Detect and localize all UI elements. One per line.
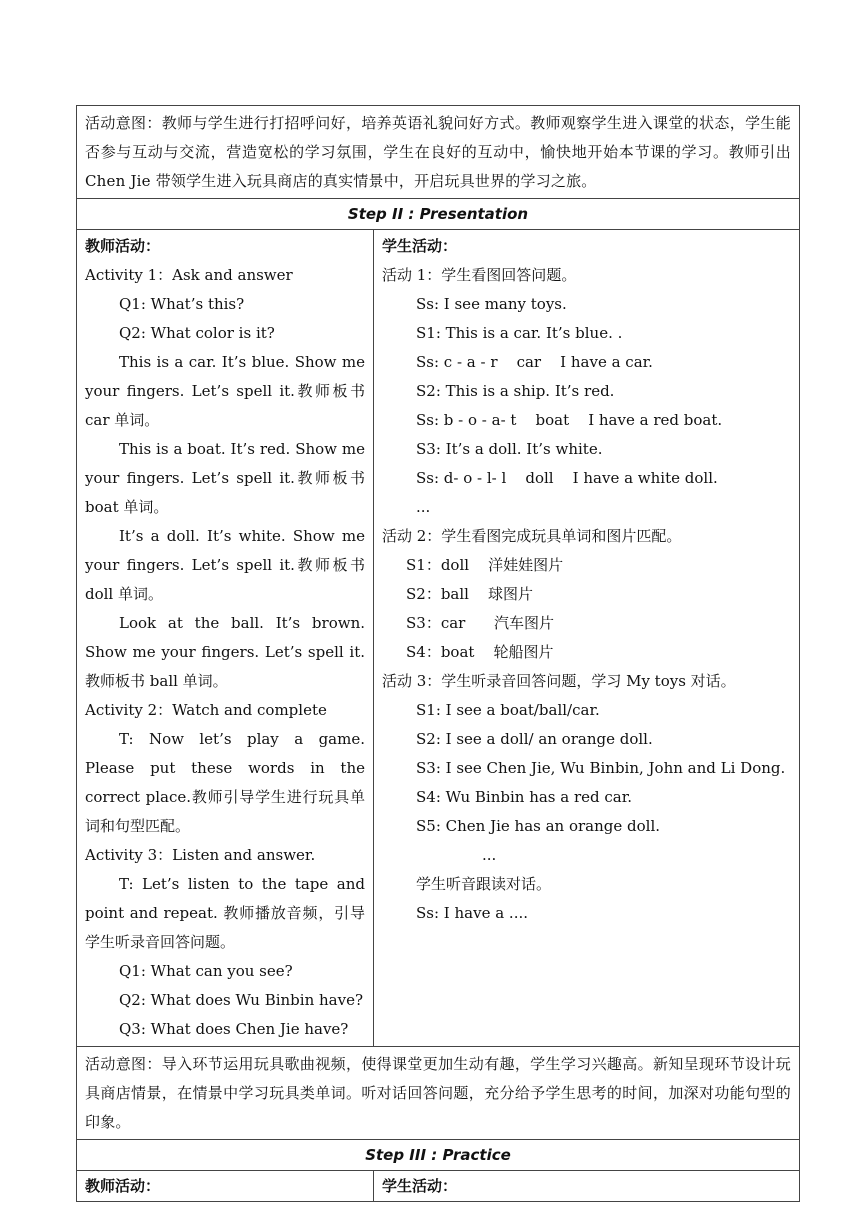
student-line: S1: This is a car. It’s blue. . [416, 324, 623, 342]
intent-row-2 [77, 1047, 800, 1140]
teacher-line: Activity 1：Ask and answer [85, 266, 293, 284]
teacher-line: It’s a doll. It’s white. Show me your fingers. Let’s spell it.教师板书 doll 单词。 [85, 527, 365, 603]
teacher-heading-2: 教师活动： [77, 1171, 374, 1202]
teacher-line: Q1: What can you see? [119, 962, 293, 980]
step2-title: Step II : Presentation [77, 199, 800, 230]
student-line: Ss: I see many toys. [416, 295, 567, 313]
student-line: ... [416, 498, 431, 516]
teacher-line: Q2: What color is it? [119, 324, 275, 342]
lesson-plan-table [76, 105, 800, 1202]
student-line: 活动 2：学生看图完成玩具单词和图片匹配。 [382, 527, 682, 545]
student-line: S2: This is a ship. It’s red. [416, 382, 615, 400]
student-line: S2：ball 球图片 [406, 585, 534, 603]
student-line: S4: Wu Binbin has a red car. [416, 788, 633, 806]
student-line: 活动 3：学生听录音回答问题，学习 My toys 对话。 [382, 672, 736, 690]
student-line: Ss: c - a - r car I have a car. [416, 353, 653, 371]
student-line: S5: Chen Jie has an orange doll. [416, 817, 661, 835]
step3-activities-row [77, 1171, 800, 1202]
student-line: 活动 1：学生看图回答问题。 [382, 266, 577, 284]
student-heading-2: 学生活动： [374, 1171, 800, 1202]
student-line: ... [482, 846, 497, 864]
teacher-line: Activity 2：Watch and complete [85, 701, 327, 719]
student-line: S3：car 汽车图片 [406, 614, 554, 632]
student-line: Ss: b - o - a- t boat I have a red boat. [416, 411, 723, 429]
student-line: S2: I see a doll/ an orange doll. [416, 730, 653, 748]
teacher-heading: 教师活动： [85, 237, 161, 255]
student-line: S4：boat 轮船图片 [406, 643, 554, 661]
teacher-line: Q2: What does Wu Binbin have? [119, 991, 363, 1009]
step3-header-row [77, 1140, 800, 1171]
teacher-line: Q3: What does Chen Jie have? [119, 1020, 349, 1038]
teacher-line: T: Now let’s play a game. Please put these words in the correct place.教师引导学生进行玩具单词和句型匹配。 [85, 730, 365, 835]
intent-row-1 [77, 106, 800, 199]
student-line: Ss: d- o - l- l doll I have a white doll. [416, 469, 718, 487]
activity-intent-2: 活动意图：导入环节运用玩具歌曲视频，使得课堂更加生动有趣，学生学习兴趣高。新知呈现环节设计玩具商店情景，在情景中学习玩具类单词。听对话回答问题，充分给予学生思考的时间，加深对功能句型的印象。 [77, 1047, 800, 1140]
teacher-line: T: Let’s listen to the tape and point and repeat. 教师播放音频，引导学生听录音回答问题。 [85, 875, 365, 951]
teacher-line: Activity 3：Listen and answer. [85, 846, 316, 864]
teacher-line: Look at the ball. It’s brown. Show me your fingers. Let’s spell it.教师板书 ball 单词。 [85, 614, 365, 690]
step2-header-row [77, 199, 800, 230]
activities-row [77, 230, 800, 1047]
teacher-line: Q1: What’s this? [119, 295, 245, 313]
teacher-line: This is a boat. It’s red. Show me your fingers. Let’s spell it.教师板书 boat 单词。 [85, 440, 365, 516]
student-line: S1: I see a boat/ball/car. [416, 701, 600, 719]
student-line: Ss: I have a .... [416, 904, 528, 922]
student-activities-cell [374, 230, 800, 1047]
student-line: S3: It’s a doll. It’s white. [416, 440, 603, 458]
student-heading: 学生活动： [382, 237, 458, 255]
activity-intent-1: 活动意图：教师与学生进行打招呼问好，培养英语礼貌问好方式。教师观察学生进入课堂的状态，学生能否参与互动与交流，营造宽松的学习氛围，学生在良好的互动中，愉快地开始本节课的学习。教师引出 Chen Jie 带领学生进入玩具商店的真实情景中，开启玩具世界的学习之旅。 [77, 106, 800, 199]
teacher-line: This is a car. It’s blue. Show me your fingers. Let’s spell it.教师板书 car 单词。 [85, 353, 365, 429]
student-line: S1：doll 洋娃娃图片 [406, 556, 564, 574]
step3-title: Step III : Practice [77, 1140, 800, 1171]
teacher-activities-cell [77, 230, 374, 1047]
student-line: 学生听音跟读对话。 [416, 875, 552, 893]
student-line: S3: I see Chen Jie, Wu Binbin, John and Li Dong. [416, 759, 786, 777]
